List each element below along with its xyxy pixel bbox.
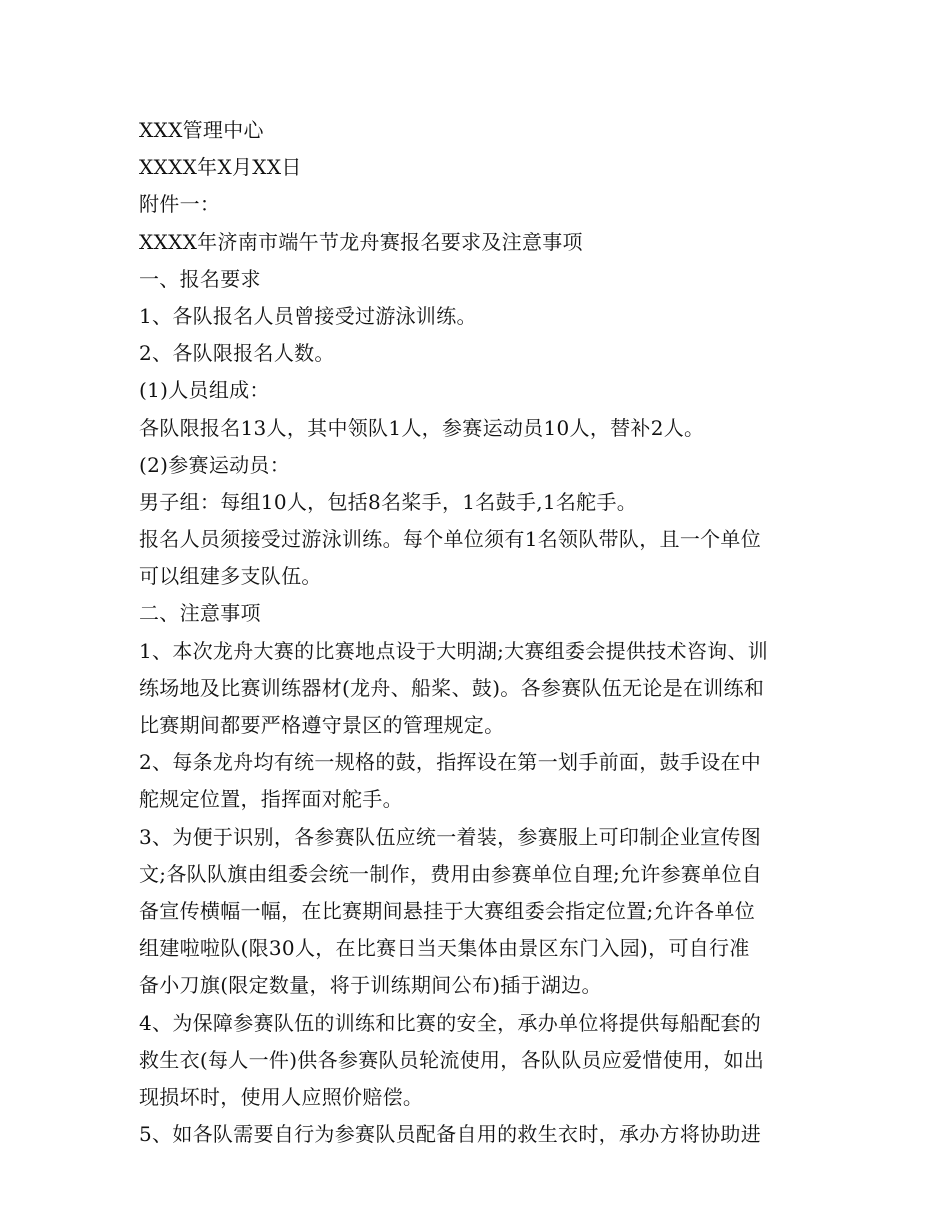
signup-subitem-2-text: 男子组：每组10人，包括8名桨手，1名鼓手,1名舵手。: [139, 489, 638, 514]
signup-subitem-2: (2)参赛运动员：: [139, 452, 291, 477]
note-3-line-1: 3、为便于识别，各参赛队伍应统一着装，参赛服上可印制企业宣传图: [139, 824, 762, 849]
note-2-line-2: 舵规定位置，指挥面对舵手。: [139, 787, 403, 812]
signup-subitem-1: (1)人员组成：: [139, 378, 270, 403]
note-1-line-2: 练场地及比赛训练器材(龙舟、船桨、鼓)。各参赛队伍无论是在训练和: [139, 675, 765, 700]
note-4-line-2: 救生衣(每人一件)供各参赛队员轮流使用，各队队员应爱惜使用，如出: [139, 1047, 765, 1072]
note-1-line-3: 比赛期间都要严格遵守景区的管理规定。: [139, 713, 505, 737]
note-3-line-3: 备宣传横幅一幅，在比赛期间悬挂于大赛组委会指定位置;允许各单位: [139, 898, 756, 923]
section-heading-signup: 一、报名要求: [139, 266, 261, 291]
issue-date: XXXX年X月XX日: [139, 155, 302, 180]
document-body: [139, 112, 819, 1153]
signup-item-1: 1、各队报名人员曾接受过游泳训练。: [139, 303, 477, 328]
attachment-title: XXXX年济南市端午节龙舟赛报名要求及注意事项: [139, 229, 583, 254]
note-2-line-1: 2、每条龙舟均有统一规格的鼓，指挥设在第一划手前面，鼓手设在中: [139, 750, 762, 775]
note-3-line-4: 组建啦啦队(限30人，在比赛日当天集体由景区东门入园)，可自行准: [139, 936, 750, 961]
signup-requirement-line-1: 报名人员须接受过游泳训练。每个单位须有1名领队带队，且一个单位: [139, 527, 762, 552]
attachment-label: 附件一：: [139, 192, 221, 217]
note-5-line-1: 5、如各队需要自行为参赛队员配备自用的救生衣时，承办方将协助进: [139, 1122, 762, 1147]
issuer-name: XXX管理中心: [139, 118, 264, 142]
note-4-line-1: 4、为保障参赛队伍的训练和比赛的安全，承办单位将提供每船配套的: [139, 1010, 762, 1035]
signup-requirement-line-2: 可以组建多支队伍。: [139, 564, 322, 589]
signup-subitem-1-text: 各队限报名13人，其中领队1人，参赛运动员10人，替补2人。: [139, 415, 705, 440]
note-4-line-3: 现损坏时，使用人应照价赔偿。: [139, 1084, 424, 1109]
signup-item-2: 2、各队限报名人数。: [139, 341, 335, 366]
note-3-line-5: 备小刀旗(限定数量，将于训练期间公布)插于湖边。: [139, 973, 602, 998]
note-1-line-1: 1、本次龙舟大赛的比赛地点设于大明湖;大赛组委会提供技术咨询、训: [139, 638, 769, 663]
note-3-line-2: 文;各队队旗由组委会统一制作，费用由参赛单位自理;允许参赛单位自: [139, 861, 763, 886]
section-heading-notes: 二、注意事项: [139, 601, 261, 626]
